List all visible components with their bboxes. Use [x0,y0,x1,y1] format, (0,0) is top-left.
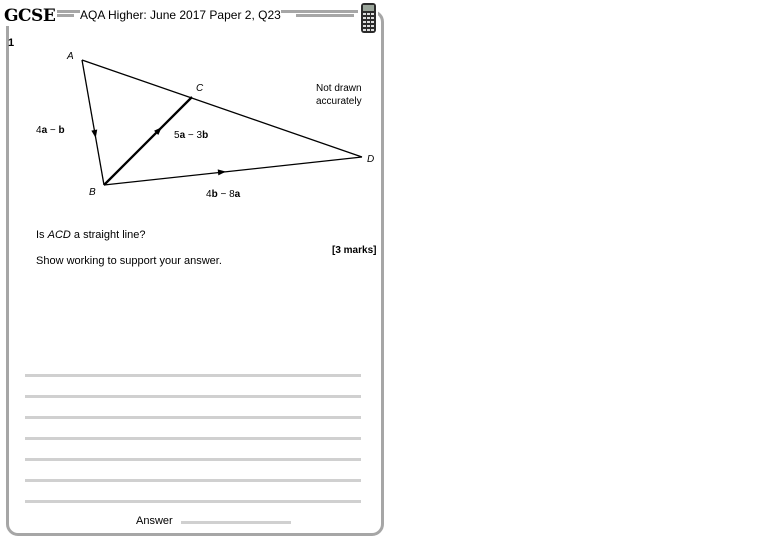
arrow-bd-icon [218,169,227,176]
question-instruction: Show working to support your answer. [36,255,222,267]
line-a-b [82,60,104,185]
answer-input-line[interactable] [181,521,291,524]
not-drawn-note-line1: Not drawn [316,83,362,94]
working-line[interactable] [25,374,361,377]
label-vector-bc: 5a − 3b [174,130,209,141]
label-point-b: B [89,187,96,198]
working-line[interactable] [25,479,361,482]
line-a-d [82,60,362,157]
marks-badge: [3 marks] [332,245,377,256]
working-line[interactable] [25,395,361,398]
gcse-logo: GCSE [4,6,56,26]
working-line[interactable] [25,416,361,419]
line-b-d [104,157,362,185]
not-drawn-note-line2: accurately [316,96,362,107]
working-line[interactable] [25,458,361,461]
question-number: 1 [8,37,15,49]
label-point-d: D [367,154,375,165]
question-prompt: Is ACD a straight line? [36,229,146,241]
label-point-a: A [67,51,74,62]
line-b-c [104,97,192,185]
header-title: AQA Higher: June 2017 Paper 2, Q23 [80,8,281,22]
label-vector-bd: 4b − 8a [206,189,241,200]
triangle-diagram [0,0,390,230]
working-line[interactable] [25,437,361,440]
label-point-c: C [196,83,204,94]
answer-label: Answer [136,515,173,527]
label-vector-ab: 4a − b [36,125,65,136]
working-line[interactable] [25,500,361,503]
